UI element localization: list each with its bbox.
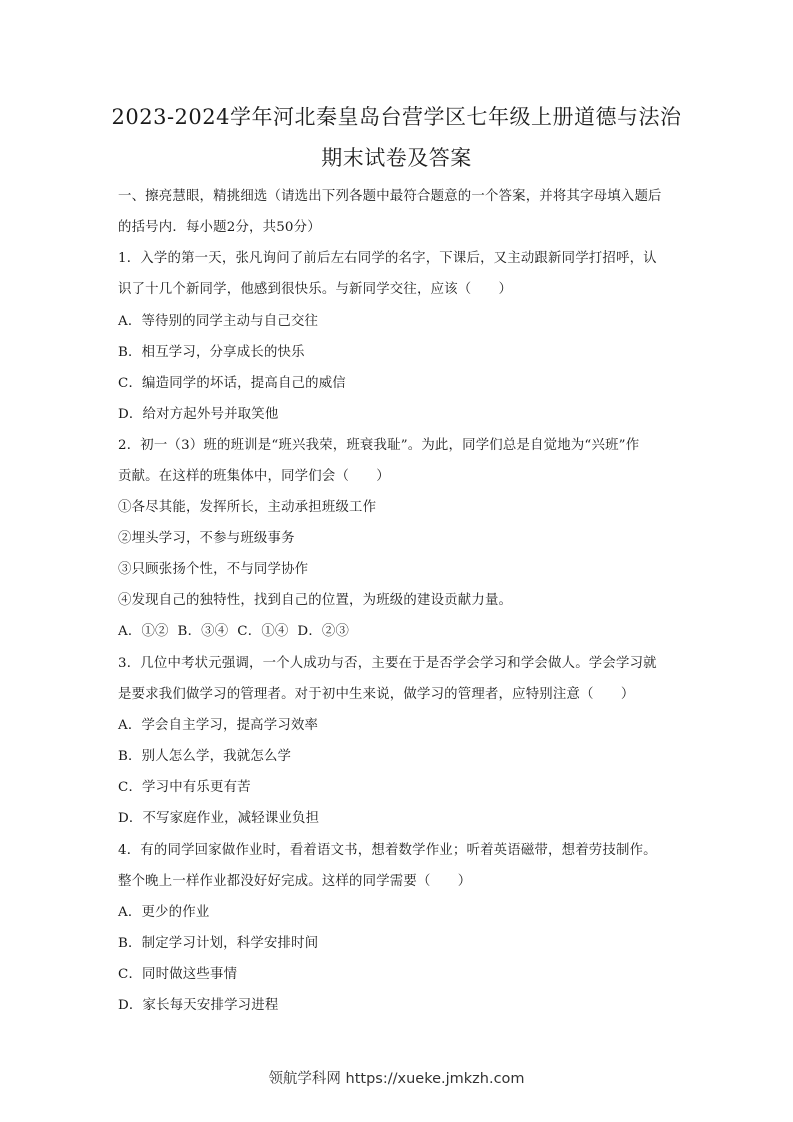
question-4-stem: 4．有的同学回家做作业时，看着语文书，想着数学作业；听着英语磁带，想着劳技制作。: [118, 843, 657, 858]
document-title-line2: 期末试卷及答案: [321, 146, 472, 170]
question-2-statement-4: ④发现自己的独特性，找到自己的位置，为班级的建设贡献力量。: [118, 593, 513, 608]
question-1-option-c: C．编造同学的坏话，提高自己的威信: [118, 376, 346, 391]
question-3-stem-line2: 是要求我们做学习的管理者。对于初中生来说，做学习的管理者，应特别注意（ ）: [118, 687, 635, 702]
section-instructions: 一、擦亮慧眼，精挑细选（请选出下列各题中最符合题意的一个答案，并将其字母填入题后: [118, 189, 662, 204]
question-3-option-d: D．不写家庭作业，减轻课业负担: [118, 811, 320, 826]
question-1-stem: 1．入学的第一天，张凡询问了前后左右同学的名字，下课后，又主动跟新同学打招呼，认: [118, 251, 657, 266]
question-3-stem: 3．几位中考状元强调，一个人成功与否，主要在于是否学会学习和学会做人。学会学习就: [118, 656, 657, 671]
question-4-option-c: C．同时做这些事情: [118, 967, 238, 982]
question-3-option-a: A．学会自主学习，提高学习效率: [118, 718, 319, 733]
question-2-options: A．①② B．③④ C．①④ D．②③: [118, 624, 350, 639]
question-2-statement-3: ③只顾张扬个性，不与同学协作: [118, 562, 309, 577]
question-4-option-d: D．家长每天安排学习进程: [118, 998, 279, 1013]
question-4-stem-line2: 整个晚上一样作业都没好好完成。这样的同学需要（ ）: [118, 874, 472, 889]
question-4-option-b: B．制定学习计划，科学安排时间: [118, 936, 319, 951]
question-3-option-b: B．别人怎么学，我就怎么学: [118, 749, 292, 764]
question-1-option-a: A．等待别的同学主动与自己交往: [118, 314, 319, 329]
document-title: 2023-2024学年河北秦皇岛台营学区七年级上册道德与法治: [111, 105, 682, 129]
question-1-stem-line2: 识了十几个新同学，他感到很快乐。与新同学交往，应该（ ）: [118, 282, 513, 297]
footer-watermark-link[interactable]: 领航学科网 https://xueke.jmkzh.com: [268, 1071, 525, 1087]
question-4-option-a: A．更少的作业: [118, 905, 210, 920]
question-1-option-d: D．给对方起外号并取笑他: [118, 407, 279, 422]
question-2-stem-line2: 贡献。在这样的班集体中，同学们会（ ）: [118, 469, 390, 484]
question-2-statement-2: ②埋头学习，不参与班级事务: [118, 531, 295, 546]
question-1-option-b: B．相互学习，分享成长的快乐: [118, 345, 305, 360]
question-2-stem: 2．初一（3）班的班训是“班兴我荣，班衰我耻”。为此，同学们总是自觉地为“兴班”作: [118, 438, 640, 453]
question-2-statement-1: ①各尽其能，发挥所长，主动承担班级工作: [118, 500, 377, 515]
question-3-option-c: C．学习中有乐更有苦: [118, 780, 251, 795]
section-instructions-line2: 的括号内．每小题2分，共50分）: [118, 220, 321, 235]
